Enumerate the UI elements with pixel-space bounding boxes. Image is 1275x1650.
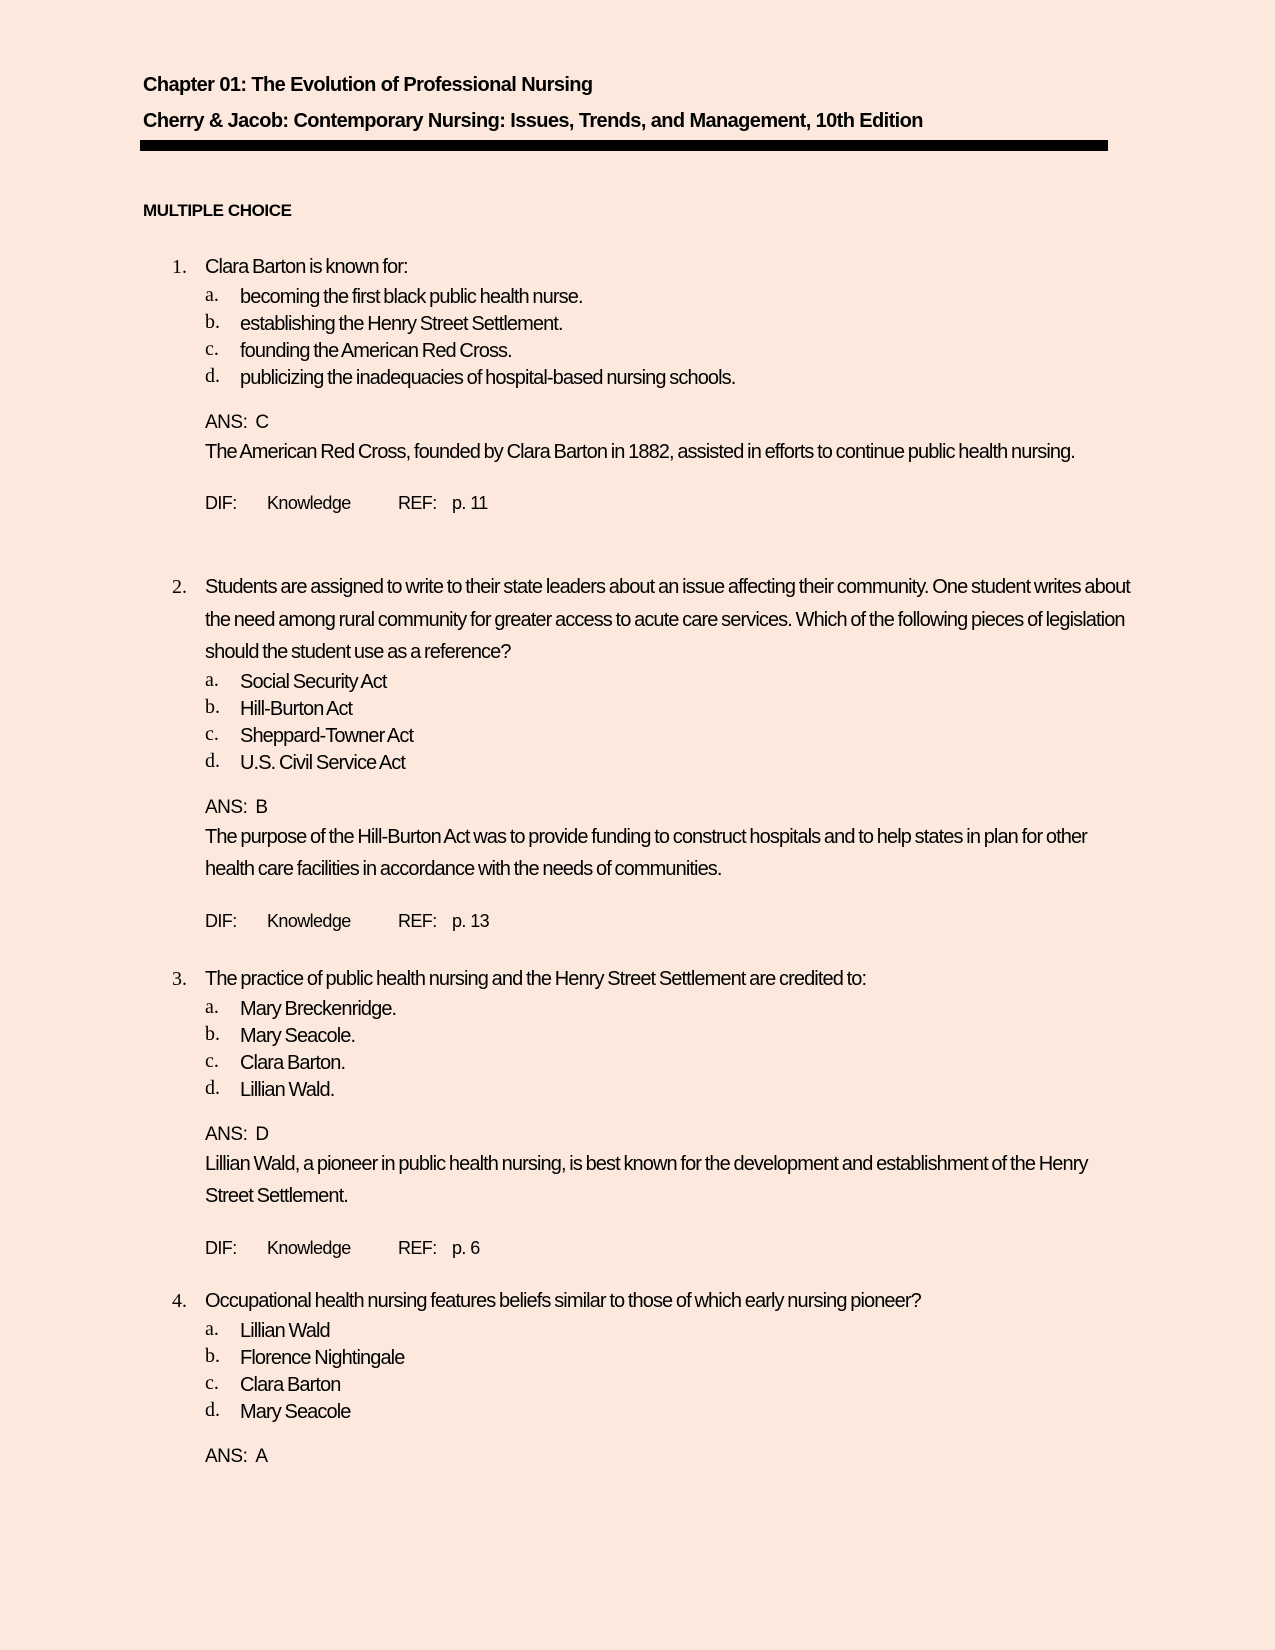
option-text: establishing the Henry Street Settlement. [240, 312, 563, 335]
option-text: Clara Barton [240, 1374, 341, 1397]
section-heading: MULTIPLE CHOICE [143, 201, 292, 220]
question-meta [205, 1237, 1130, 1259]
option-text: U.S. Civil Service Act [240, 752, 406, 775]
difficulty-label: DIF: [205, 1237, 237, 1258]
question-2 [170, 571, 1130, 932]
answer-block [205, 410, 1130, 515]
reference-value: p. 11 [452, 493, 488, 514]
difficulty-value: Knowledge [267, 1237, 351, 1258]
option-b [205, 1345, 1130, 1372]
option-letter: a. [205, 668, 219, 691]
option-text: Florence Nightingale [240, 1346, 405, 1369]
option-c [205, 1050, 1130, 1077]
option-letter: c. [205, 1372, 219, 1395]
answer-label: ANS: [205, 1445, 248, 1467]
option-letter: d. [205, 1077, 220, 1100]
question-stem [170, 251, 1130, 284]
option-d [205, 365, 1130, 392]
reference-label: REF: [398, 1237, 437, 1258]
question-number: 2. [172, 576, 187, 598]
option-list [205, 284, 1130, 393]
question-text: The practice of public health nursing and the Henry Street Settlement are credited to: [205, 968, 867, 990]
question-stem [170, 571, 1130, 669]
question-text: Occupational health nursing features beliefs similar to those of which early nursing pioneer? [205, 1290, 921, 1312]
option-text: founding the American Red Cross. [240, 340, 512, 363]
reference-value: p. 6 [452, 1237, 480, 1258]
question-number: 3. [172, 968, 187, 990]
option-d [205, 1399, 1130, 1426]
option-letter: d. [205, 365, 220, 388]
option-letter: b. [205, 310, 220, 333]
option-a [205, 669, 1130, 696]
option-text: Lillian Wald. [240, 1079, 335, 1102]
option-letter: a. [205, 1317, 219, 1340]
question-meta [205, 492, 1130, 514]
answer-value: C [255, 411, 269, 433]
option-letter: d. [205, 750, 220, 773]
question-1 [170, 251, 1130, 514]
answer-label: ANS: [205, 411, 248, 433]
answer-label: ANS: [205, 796, 248, 818]
question-stem [170, 963, 1130, 996]
question-number: 1. [172, 256, 187, 278]
answer-block [205, 1444, 1130, 1470]
option-a [205, 284, 1130, 311]
header-rule-divider [140, 140, 1108, 151]
option-letter: c. [205, 723, 219, 746]
option-letter: c. [205, 1050, 219, 1073]
option-d [205, 750, 1130, 777]
option-text: Hill-Burton Act [240, 697, 353, 720]
answer-value: D [255, 1123, 269, 1145]
rationale-text: The American Red Cross, founded by Clara Barton in 1882, assisted in efforts to continue public health nursing. [205, 440, 1075, 463]
option-letter: d. [205, 1399, 220, 1422]
option-text: publicizing the inadequacies of hospital-based nursing schools. [240, 367, 736, 390]
option-letter: c. [205, 338, 219, 361]
option-text: Social Security Act [240, 670, 387, 693]
answer-label: ANS: [205, 1123, 248, 1145]
option-list [205, 669, 1130, 778]
question-text: Students are assigned to write to their state leaders about an issue affecting their community. One student writes about the need among rural community for greater access to acute care services. Which of the following pieces of legislation should the student use as a reference? [205, 576, 1130, 663]
option-c [205, 1372, 1130, 1399]
answer-line [205, 1122, 1130, 1148]
option-letter: b. [205, 1022, 220, 1045]
difficulty-label: DIF: [205, 493, 237, 514]
reference-label: REF: [398, 493, 437, 514]
option-b [205, 1023, 1130, 1050]
chapter-title: Chapter 01: The Evolution of Professional Nursing [143, 74, 593, 96]
question-4 [170, 1285, 1130, 1470]
option-letter: a. [205, 283, 219, 306]
question-3 [170, 963, 1130, 1259]
option-a [205, 1318, 1130, 1345]
option-text: Mary Breckenridge. [240, 997, 397, 1020]
rationale-text: Lillian Wald, a pioneer in public health nursing, is best known for the development and establishment of the Henry Street Settlement. [205, 1152, 1088, 1208]
option-text: Sheppard-Towner Act [240, 725, 414, 748]
option-text: Lillian Wald [240, 1319, 330, 1342]
option-a [205, 996, 1130, 1023]
answer-line [205, 795, 1130, 821]
book-title: Cherry & Jacob: Contemporary Nursing: Issues, Trends, and Management, 10th Edition [143, 110, 923, 132]
answer-value: A [255, 1445, 268, 1467]
option-letter: b. [205, 1344, 220, 1367]
reference-value: p. 13 [452, 910, 490, 931]
option-letter: a. [205, 995, 219, 1018]
option-text: becoming the first black public health nurse. [240, 285, 583, 308]
option-b [205, 311, 1130, 338]
answer-block [205, 1122, 1130, 1259]
option-text: Clara Barton. [240, 1052, 346, 1075]
option-text: Mary Seacole [240, 1401, 351, 1424]
option-letter: b. [205, 695, 220, 718]
option-list [205, 996, 1130, 1105]
difficulty-value: Knowledge [267, 493, 351, 514]
difficulty-value: Knowledge [267, 910, 351, 931]
option-list [205, 1318, 1130, 1427]
option-c [205, 723, 1130, 750]
question-stem [170, 1285, 1130, 1318]
difficulty-label: DIF: [205, 910, 237, 931]
answer-line [205, 1444, 1130, 1470]
answer-value: B [255, 796, 268, 818]
answer-line [205, 410, 1130, 436]
question-number: 4. [172, 1290, 187, 1312]
reference-label: REF: [398, 910, 437, 931]
option-d [205, 1077, 1130, 1104]
rationale-text: The purpose of the Hill-Burton Act was to provide funding to construct hospitals and to help states in plan for other health care facilities in accordance with the needs of communities. [205, 825, 1087, 881]
option-text: Mary Seacole. [240, 1024, 356, 1047]
question-meta [205, 910, 1130, 932]
option-b [205, 696, 1130, 723]
option-c [205, 338, 1130, 365]
answer-block [205, 795, 1130, 932]
question-text: Clara Barton is known for: [205, 256, 408, 278]
